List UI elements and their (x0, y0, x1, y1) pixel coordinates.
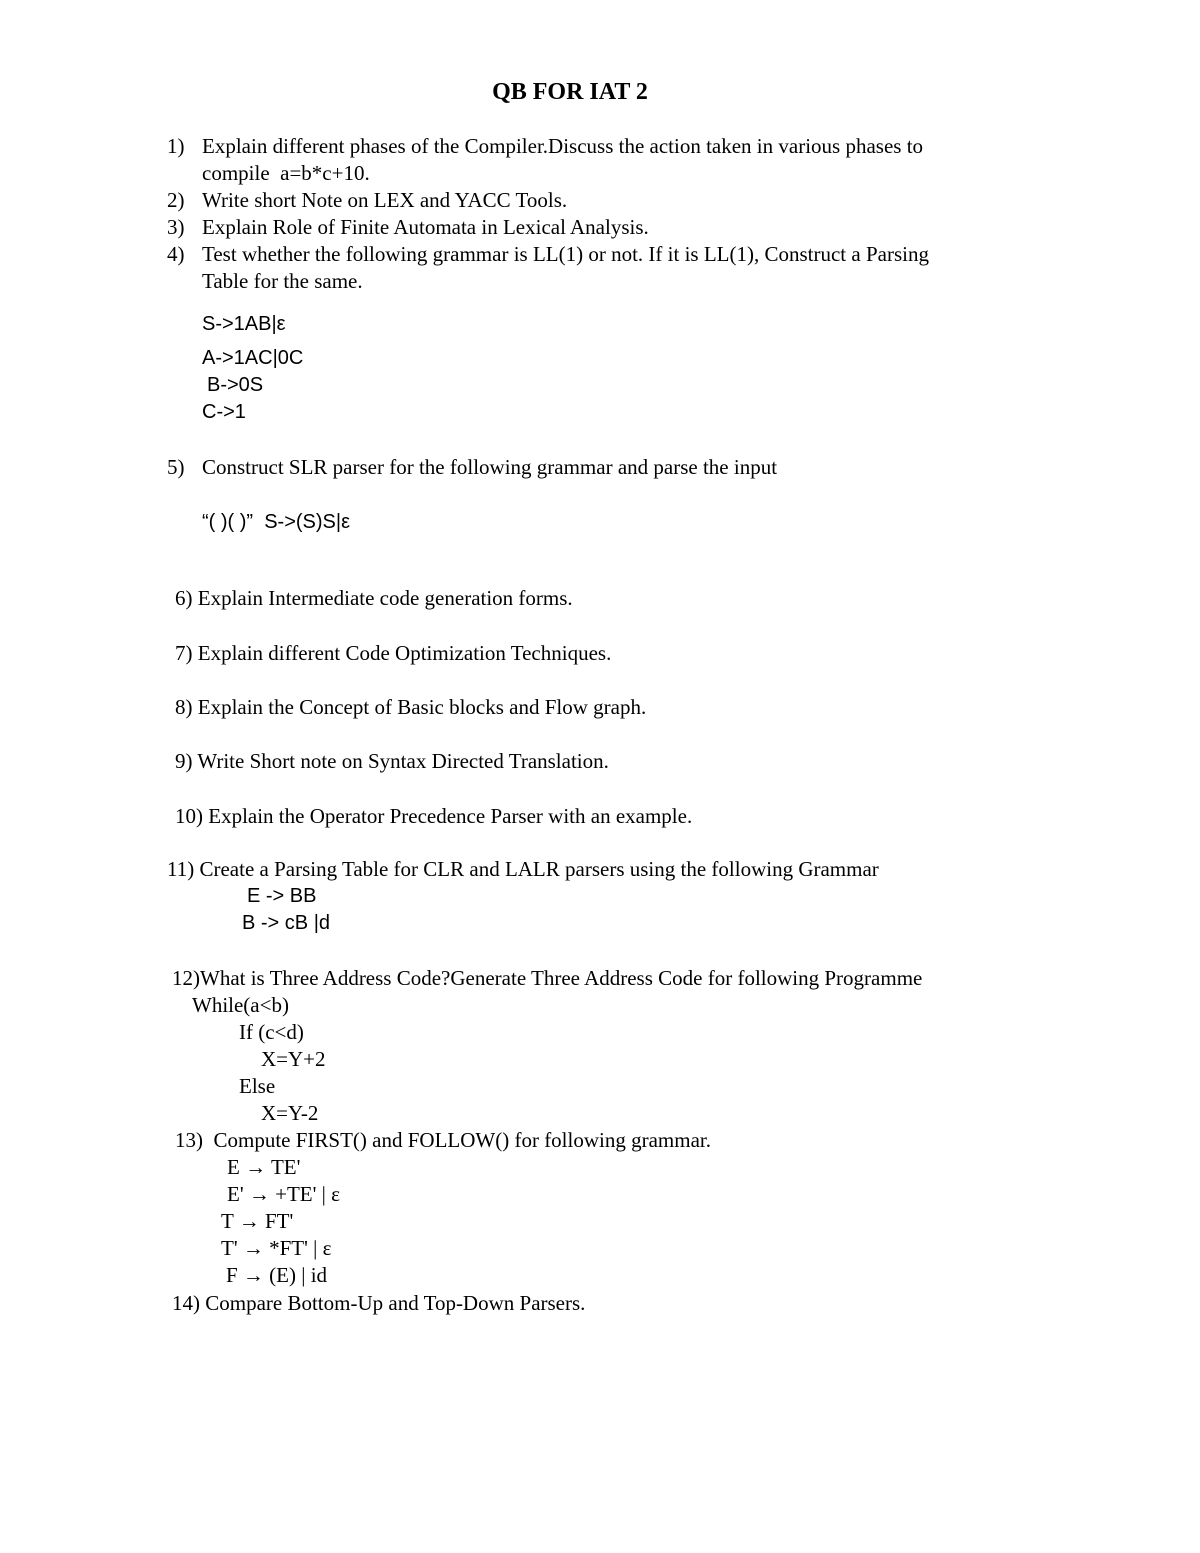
q6-text: 6) Explain Intermediate code generation forms. (175, 586, 573, 610)
q11-grammar-line: B -> cB |d (242, 912, 331, 934)
q5-text: Construct SLR parser for the following grammar and parse the input (202, 455, 778, 479)
q10-text: 10) Explain the Operator Precedence Parser with an example. (175, 804, 693, 828)
page-title: QB FOR IAT 2 (492, 79, 648, 105)
q4-grammar-line: C->1 (202, 401, 246, 423)
q13-grammar-line: F → (E) | id (226, 1263, 328, 1287)
q11-text: 11) Create a Parsing Table for CLR and LALR parsers using the following Grammar (167, 857, 879, 881)
q5-grammar: “( )( )” S->(S)S|ε (202, 511, 350, 533)
q12-code-line: X=Y+2 (261, 1047, 326, 1071)
q4-text-cont: Table for the same. (202, 269, 363, 293)
q4-grammar-line: S->1AB|ε (202, 313, 286, 335)
q9-text: 9) Write Short note on Syntax Directed Translation. (175, 749, 609, 773)
q13-text: 13) Compute FIRST() and FOLLOW() for following grammar. (175, 1128, 711, 1152)
q4-grammar-line: B->0S (207, 374, 264, 396)
q4-number: 4) (167, 242, 185, 266)
q12-code-line: If (c<d) (239, 1020, 304, 1044)
q13-grammar-line: E → TE' (227, 1155, 301, 1179)
q1-number: 1) (167, 134, 185, 158)
q12-code-line: Else (239, 1074, 276, 1098)
q13-grammar-line: E' → +TE' | ε (227, 1182, 340, 1206)
q12-code-line: While(a<b) (192, 993, 289, 1017)
q1-text-cont: compile a=b*c+10. (202, 161, 370, 185)
q13-grammar-line: T' → *FT' | ε (221, 1236, 332, 1260)
q7-text: 7) Explain different Code Optimization Techniques. (175, 641, 612, 665)
q3-number: 3) (167, 215, 185, 239)
q4-text: Test whether the following grammar is LL(1) or not. If it is LL(1), Construct a Parsing (202, 242, 929, 266)
q11-grammar-line: E -> BB (247, 885, 317, 907)
q14-text: 14) Compare Bottom-Up and Top-Down Parsers. (172, 1291, 586, 1315)
q2-number: 2) (167, 188, 185, 212)
q12-text: 12)What is Three Address Code?Generate Three Address Code for following Programme (172, 966, 923, 990)
q5-number: 5) (167, 455, 185, 479)
q12-code-line: X=Y-2 (261, 1101, 319, 1125)
q3-text: Explain Role of Finite Automata in Lexical Analysis. (202, 215, 649, 239)
q4-grammar-line: A->1AC|0C (202, 347, 304, 369)
q8-text: 8) Explain the Concept of Basic blocks and Flow graph. (175, 695, 647, 719)
q13-grammar-line: T → FT' (221, 1209, 294, 1233)
q2-text: Write short Note on LEX and YACC Tools. (202, 188, 568, 212)
q1-text: Explain different phases of the Compiler.Discuss the action taken in various phases to (202, 134, 924, 158)
